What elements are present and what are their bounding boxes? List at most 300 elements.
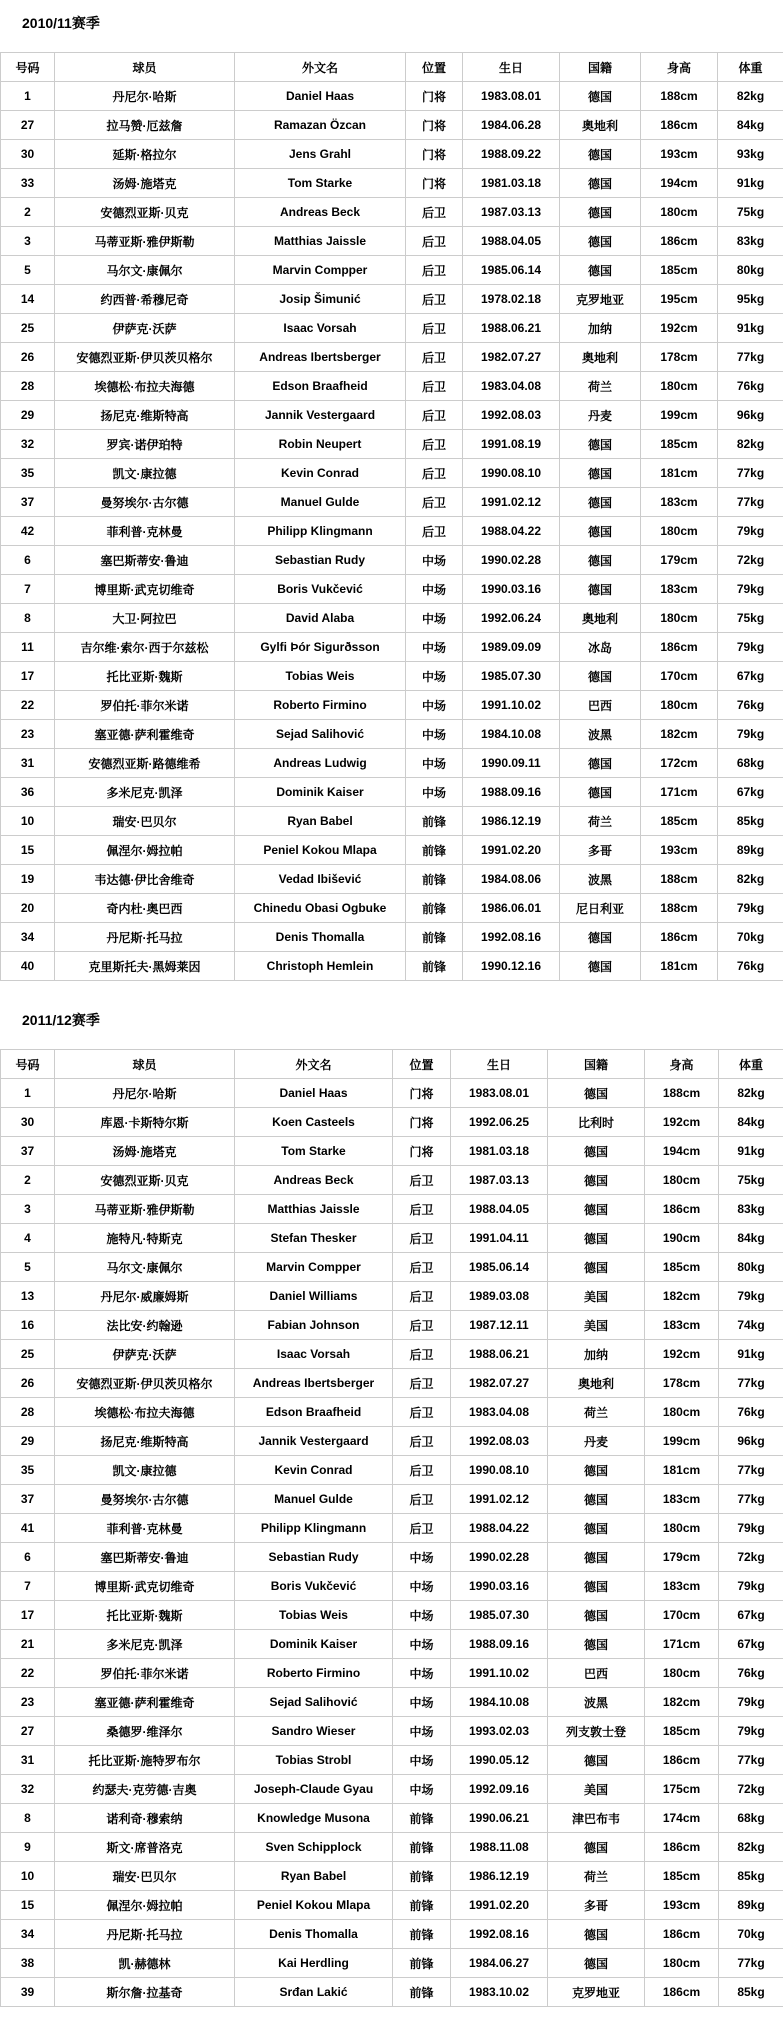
cell-nationality: 津巴布韦 <box>548 1804 645 1833</box>
cell-nationality: 德国 <box>548 1833 645 1862</box>
player-row <box>1 1833 783 1862</box>
cell-number: 15 <box>1 1891 55 1920</box>
cell-height: 179cm <box>641 546 718 575</box>
cell-birthday: 1988.04.05 <box>463 227 560 256</box>
cell-foreign-name: Manuel Gulde <box>235 1485 393 1514</box>
cell-foreign-name: Jannik Vestergaard <box>235 401 406 430</box>
cell-position: 前锋 <box>393 1949 451 1978</box>
cell-nationality: 冰岛 <box>560 633 641 662</box>
cell-foreign-name: Dominik Kaiser <box>235 778 406 807</box>
cell-height: 199cm <box>641 401 718 430</box>
cell-nationality: 德国 <box>548 1949 645 1978</box>
cell-height: 178cm <box>645 1369 719 1398</box>
cell-height: 186cm <box>645 1195 719 1224</box>
column-header-birthday: 生日 <box>463 53 560 82</box>
cell-number: 2 <box>1 1166 55 1195</box>
cell-birthday: 1984.08.06 <box>463 865 560 894</box>
cell-position: 中场 <box>393 1717 451 1746</box>
season-2011-12-title: 2011/12赛季 <box>0 997 783 1049</box>
player-row <box>1 111 783 140</box>
player-row <box>1 1427 783 1456</box>
cell-player-name: 拉马赞·厄兹詹 <box>55 111 235 140</box>
cell-height: 178cm <box>641 343 718 372</box>
cell-position: 后卫 <box>406 343 463 372</box>
cell-nationality: 德国 <box>548 1137 645 1166</box>
column-header-position: 位置 <box>406 53 463 82</box>
cell-nationality: 德国 <box>560 430 641 459</box>
cell-height: 180cm <box>645 1659 719 1688</box>
cell-foreign-name: Chinedu Obasi Ogbuke <box>235 894 406 923</box>
cell-number: 15 <box>1 836 55 865</box>
cell-weight: 70kg <box>718 923 783 952</box>
cell-foreign-name: Stefan Thesker <box>235 1224 393 1253</box>
cell-player-name: 凯文·康拉德 <box>55 1456 235 1485</box>
cell-weight: 79kg <box>718 720 783 749</box>
cell-foreign-name: Ramazan Özcan <box>235 111 406 140</box>
cell-height: 190cm <box>645 1224 719 1253</box>
cell-nationality: 多哥 <box>560 836 641 865</box>
player-row <box>1 1804 783 1833</box>
cell-weight: 67kg <box>719 1601 783 1630</box>
cell-height: 186cm <box>645 1920 719 1949</box>
cell-birthday: 1988.06.21 <box>451 1340 548 1369</box>
cell-weight: 84kg <box>719 1224 783 1253</box>
cell-height: 183cm <box>645 1572 719 1601</box>
cell-nationality: 德国 <box>560 256 641 285</box>
cell-player-name: 塞亚德·萨利霍维奇 <box>55 1688 235 1717</box>
cell-weight: 72kg <box>719 1775 783 1804</box>
cell-player-name: 马尔文·康佩尔 <box>55 256 235 285</box>
cell-height: 186cm <box>641 227 718 256</box>
cell-height: 183cm <box>641 575 718 604</box>
cell-birthday: 1988.06.21 <box>463 314 560 343</box>
cell-foreign-name: Tom Starke <box>235 1137 393 1166</box>
cell-foreign-name: Andreas Beck <box>235 198 406 227</box>
cell-player-name: 曼努埃尔·古尔德 <box>55 1485 235 1514</box>
cell-height: 186cm <box>645 1746 719 1775</box>
cell-number: 1 <box>1 1079 55 1108</box>
cell-weight: 77kg <box>718 343 783 372</box>
cell-height: 188cm <box>641 894 718 923</box>
cell-height: 180cm <box>645 1949 719 1978</box>
cell-player-name: 博里斯·武克切维奇 <box>55 575 235 604</box>
cell-number: 36 <box>1 778 55 807</box>
cell-foreign-name: Kevin Conrad <box>235 1456 393 1485</box>
cell-weight: 68kg <box>718 749 783 778</box>
cell-number: 17 <box>1 662 55 691</box>
cell-player-name: 伊萨克·沃萨 <box>55 314 235 343</box>
player-row <box>1 198 783 227</box>
cell-birthday: 1992.06.24 <box>463 604 560 633</box>
cell-foreign-name: Christoph Hemlein <box>235 952 406 981</box>
cell-position: 后卫 <box>393 1456 451 1485</box>
cell-weight: 96kg <box>718 401 783 430</box>
cell-birthday: 1985.06.14 <box>451 1253 548 1282</box>
cell-position: 前锋 <box>406 952 463 981</box>
cell-number: 35 <box>1 459 55 488</box>
cell-height: 185cm <box>641 256 718 285</box>
cell-height: 186cm <box>641 111 718 140</box>
cell-foreign-name: Tobias Weis <box>235 662 406 691</box>
cell-weight: 84kg <box>718 111 783 140</box>
cell-height: 183cm <box>645 1485 719 1514</box>
cell-foreign-name: Sejad Salihović <box>235 1688 393 1717</box>
cell-birthday: 1991.02.20 <box>463 836 560 865</box>
cell-player-name: 延斯·格拉尔 <box>55 140 235 169</box>
player-row <box>1 662 783 691</box>
cell-birthday: 1983.08.01 <box>451 1079 548 1108</box>
cell-number: 20 <box>1 894 55 923</box>
cell-number: 41 <box>1 1514 55 1543</box>
cell-weight: 82kg <box>719 1833 783 1862</box>
season-2010-11-title: 2010/11赛季 <box>0 0 783 52</box>
cell-position: 中场 <box>406 662 463 691</box>
cell-position: 后卫 <box>406 256 463 285</box>
player-row <box>1 807 783 836</box>
cell-player-name: 多米尼克·凯泽 <box>55 1630 235 1659</box>
cell-number: 14 <box>1 285 55 314</box>
cell-position: 前锋 <box>393 1891 451 1920</box>
cell-birthday: 1990.12.16 <box>463 952 560 981</box>
cell-player-name: 托比亚斯·施特罗布尔 <box>55 1746 235 1775</box>
cell-height: 180cm <box>641 691 718 720</box>
cell-foreign-name: Edson Braafheid <box>235 372 406 401</box>
cell-birthday: 1991.10.02 <box>463 691 560 720</box>
cell-position: 门将 <box>406 169 463 198</box>
cell-player-name: 曼努埃尔·古尔德 <box>55 488 235 517</box>
cell-nationality: 德国 <box>560 952 641 981</box>
cell-player-name: 丹尼尔·哈斯 <box>55 82 235 111</box>
cell-birthday: 1992.08.03 <box>451 1427 548 1456</box>
cell-birthday: 1987.03.13 <box>463 198 560 227</box>
cell-player-name: 库恩·卡斯特尔斯 <box>55 1108 235 1137</box>
cell-player-name: 大卫·阿拉巴 <box>55 604 235 633</box>
cell-birthday: 1988.09.16 <box>451 1630 548 1659</box>
column-header-height: 身高 <box>641 53 718 82</box>
cell-birthday: 1987.12.11 <box>451 1311 548 1340</box>
cell-nationality: 德国 <box>560 662 641 691</box>
cell-weight: 79kg <box>719 1514 783 1543</box>
player-row <box>1 1543 783 1572</box>
cell-nationality: 德国 <box>560 517 641 546</box>
cell-weight: 76kg <box>718 372 783 401</box>
cell-number: 6 <box>1 1543 55 1572</box>
season-2010-11-squad-table <box>0 52 783 981</box>
player-row <box>1 923 783 952</box>
cell-height: 192cm <box>645 1340 719 1369</box>
cell-foreign-name: Ryan Babel <box>235 1862 393 1891</box>
cell-position: 中场 <box>406 749 463 778</box>
cell-number: 16 <box>1 1311 55 1340</box>
cell-birthday: 1983.04.08 <box>463 372 560 401</box>
player-row <box>1 865 783 894</box>
player-row <box>1 691 783 720</box>
cell-number: 32 <box>1 1775 55 1804</box>
cell-player-name: 诺利奇·穆索纳 <box>55 1804 235 1833</box>
cell-foreign-name: Vedad Ibišević <box>235 865 406 894</box>
cell-nationality: 德国 <box>560 749 641 778</box>
cell-foreign-name: Robin Neupert <box>235 430 406 459</box>
cell-height: 172cm <box>641 749 718 778</box>
cell-position: 中场 <box>406 604 463 633</box>
column-header-weight: 体重 <box>719 1050 783 1079</box>
cell-nationality: 德国 <box>560 923 641 952</box>
cell-position: 前锋 <box>393 1920 451 1949</box>
cell-position: 后卫 <box>406 372 463 401</box>
cell-birthday: 1989.03.08 <box>451 1282 548 1311</box>
cell-position: 门将 <box>393 1079 451 1108</box>
cell-foreign-name: Kai Herdling <box>235 1949 393 1978</box>
cell-player-name: 丹尼斯·托马拉 <box>55 923 235 952</box>
cell-foreign-name: Tobias Weis <box>235 1601 393 1630</box>
player-row <box>1 430 783 459</box>
cell-position: 前锋 <box>406 836 463 865</box>
cell-height: 182cm <box>645 1688 719 1717</box>
cell-height: 192cm <box>645 1108 719 1137</box>
cell-birthday: 1986.12.19 <box>463 807 560 836</box>
cell-height: 185cm <box>645 1253 719 1282</box>
cell-weight: 77kg <box>718 488 783 517</box>
cell-number: 8 <box>1 1804 55 1833</box>
cell-height: 186cm <box>641 633 718 662</box>
cell-player-name: 博里斯·武克切维奇 <box>55 1572 235 1601</box>
cell-height: 194cm <box>641 169 718 198</box>
cell-weight: 79kg <box>718 517 783 546</box>
cell-nationality: 德国 <box>548 1456 645 1485</box>
cell-weight: 67kg <box>719 1630 783 1659</box>
cell-weight: 70kg <box>719 1920 783 1949</box>
cell-height: 174cm <box>645 1804 719 1833</box>
cell-position: 门将 <box>406 111 463 140</box>
cell-foreign-name: Gylfi Þór Sigurðsson <box>235 633 406 662</box>
cell-weight: 79kg <box>719 1688 783 1717</box>
cell-birthday: 1978.02.18 <box>463 285 560 314</box>
cell-nationality: 荷兰 <box>560 807 641 836</box>
cell-nationality: 德国 <box>548 1543 645 1572</box>
cell-player-name: 安德烈亚斯·贝克 <box>55 1166 235 1195</box>
cell-position: 后卫 <box>393 1427 451 1456</box>
cell-foreign-name: Denis Thomalla <box>235 1920 393 1949</box>
cell-weight: 72kg <box>718 546 783 575</box>
player-row <box>1 1949 783 1978</box>
cell-nationality: 美国 <box>548 1282 645 1311</box>
cell-birthday: 1983.08.01 <box>463 82 560 111</box>
cell-position: 前锋 <box>393 1833 451 1862</box>
cell-weight: 72kg <box>719 1543 783 1572</box>
cell-nationality: 德国 <box>548 1920 645 1949</box>
cell-height: 179cm <box>645 1543 719 1572</box>
cell-nationality: 荷兰 <box>548 1862 645 1891</box>
cell-player-name: 约西普·希穆尼奇 <box>55 285 235 314</box>
cell-nationality: 德国 <box>560 546 641 575</box>
cell-weight: 75kg <box>719 1166 783 1195</box>
cell-weight: 75kg <box>718 198 783 227</box>
cell-birthday: 1990.03.16 <box>463 575 560 604</box>
cell-weight: 91kg <box>718 169 783 198</box>
cell-birthday: 1992.09.16 <box>451 1775 548 1804</box>
cell-number: 26 <box>1 343 55 372</box>
cell-birthday: 1990.09.11 <box>463 749 560 778</box>
cell-height: 185cm <box>645 1717 719 1746</box>
cell-nationality: 德国 <box>548 1572 645 1601</box>
cell-height: 170cm <box>641 662 718 691</box>
cell-birthday: 1991.10.02 <box>451 1659 548 1688</box>
cell-nationality: 德国 <box>548 1514 645 1543</box>
cell-position: 中场 <box>406 691 463 720</box>
cell-birthday: 1984.10.08 <box>463 720 560 749</box>
cell-player-name: 马尔文·康佩尔 <box>55 1253 235 1282</box>
cell-number: 6 <box>1 546 55 575</box>
player-row <box>1 836 783 865</box>
player-row <box>1 1311 783 1340</box>
cell-birthday: 1983.04.08 <box>451 1398 548 1427</box>
player-row <box>1 1079 783 1108</box>
cell-number: 28 <box>1 1398 55 1427</box>
cell-number: 37 <box>1 1137 55 1166</box>
player-row <box>1 778 783 807</box>
season-2011-12-section <box>0 997 783 2007</box>
cell-player-name: 克里斯托夫·黑姆莱因 <box>55 952 235 981</box>
cell-height: 180cm <box>645 1166 719 1195</box>
cell-birthday: 1982.07.27 <box>463 343 560 372</box>
cell-position: 中场 <box>393 1601 451 1630</box>
player-row <box>1 1398 783 1427</box>
cell-birthday: 1981.03.18 <box>451 1137 548 1166</box>
player-row <box>1 1746 783 1775</box>
cell-nationality: 德国 <box>548 1079 645 1108</box>
cell-nationality: 波黑 <box>560 720 641 749</box>
cell-foreign-name: Andreas Ludwig <box>235 749 406 778</box>
cell-position: 后卫 <box>393 1195 451 1224</box>
column-header-position: 位置 <box>393 1050 451 1079</box>
cell-height: 182cm <box>641 720 718 749</box>
cell-height: 185cm <box>641 807 718 836</box>
cell-height: 185cm <box>645 1862 719 1891</box>
cell-number: 30 <box>1 1108 55 1137</box>
cell-foreign-name: Marvin Compper <box>235 1253 393 1282</box>
header-row <box>1 53 783 82</box>
cell-foreign-name: Jens Grahl <box>235 140 406 169</box>
cell-position: 中场 <box>393 1775 451 1804</box>
cell-height: 182cm <box>645 1282 719 1311</box>
cell-position: 后卫 <box>393 1369 451 1398</box>
cell-birthday: 1984.10.08 <box>451 1688 548 1717</box>
cell-height: 171cm <box>641 778 718 807</box>
cell-foreign-name: Sven Schipplock <box>235 1833 393 1862</box>
cell-nationality: 德国 <box>560 82 641 111</box>
cell-weight: 91kg <box>718 314 783 343</box>
cell-number: 2 <box>1 198 55 227</box>
cell-weight: 77kg <box>719 1485 783 1514</box>
cell-player-name: 约瑟夫·克劳德·吉奥 <box>55 1775 235 1804</box>
cell-position: 前锋 <box>406 923 463 952</box>
column-header-number: 号码 <box>1 1050 55 1079</box>
cell-player-name: 塞巴斯蒂安·鲁迪 <box>55 1543 235 1572</box>
player-row <box>1 1137 783 1166</box>
cell-height: 192cm <box>641 314 718 343</box>
season-2010-11-section <box>0 0 783 981</box>
cell-foreign-name: Boris Vukčević <box>235 575 406 604</box>
cell-birthday: 1985.07.30 <box>463 662 560 691</box>
cell-birthday: 1982.07.27 <box>451 1369 548 1398</box>
cell-number: 27 <box>1 1717 55 1746</box>
cell-nationality: 德国 <box>560 488 641 517</box>
cell-height: 183cm <box>641 488 718 517</box>
cell-nationality: 加纳 <box>548 1340 645 1369</box>
cell-position: 中场 <box>406 546 463 575</box>
cell-nationality: 德国 <box>548 1746 645 1775</box>
cell-birthday: 1990.08.10 <box>451 1456 548 1485</box>
cell-nationality: 比利时 <box>548 1108 645 1137</box>
player-row <box>1 459 783 488</box>
cell-foreign-name: Manuel Gulde <box>235 488 406 517</box>
cell-nationality: 巴西 <box>548 1659 645 1688</box>
cell-nationality: 奥地利 <box>560 604 641 633</box>
cell-nationality: 巴西 <box>560 691 641 720</box>
cell-height: 180cm <box>645 1398 719 1427</box>
cell-position: 后卫 <box>393 1311 451 1340</box>
cell-number: 37 <box>1 1485 55 1514</box>
cell-position: 前锋 <box>406 894 463 923</box>
cell-position: 后卫 <box>406 459 463 488</box>
cell-nationality: 波黑 <box>560 865 641 894</box>
cell-position: 后卫 <box>393 1166 451 1195</box>
cell-birthday: 1990.03.16 <box>451 1572 548 1601</box>
player-row <box>1 285 783 314</box>
cell-nationality: 奥地利 <box>548 1369 645 1398</box>
cell-weight: 79kg <box>718 633 783 662</box>
cell-birthday: 1990.08.10 <box>463 459 560 488</box>
cell-foreign-name: Fabian Johnson <box>235 1311 393 1340</box>
column-header-player-name: 球员 <box>55 53 235 82</box>
cell-player-name: 奇内杜·奥巴西 <box>55 894 235 923</box>
cell-foreign-name: Daniel Williams <box>235 1282 393 1311</box>
cell-weight: 85kg <box>718 807 783 836</box>
cell-nationality: 德国 <box>560 227 641 256</box>
player-row <box>1 1108 783 1137</box>
cell-player-name: 桑德罗·维泽尔 <box>55 1717 235 1746</box>
column-header-weight: 体重 <box>718 53 783 82</box>
cell-number: 34 <box>1 923 55 952</box>
cell-player-name: 罗宾·诺伊珀特 <box>55 430 235 459</box>
cell-player-name: 扬尼克·维斯特高 <box>55 1427 235 1456</box>
cell-foreign-name: Philipp Klingmann <box>235 1514 393 1543</box>
cell-birthday: 1990.05.12 <box>451 1746 548 1775</box>
cell-number: 29 <box>1 1427 55 1456</box>
cell-nationality: 德国 <box>548 1630 645 1659</box>
cell-weight: 67kg <box>718 778 783 807</box>
cell-position: 中场 <box>393 1659 451 1688</box>
cell-player-name: 佩涅尔·姆拉帕 <box>55 1891 235 1920</box>
cell-birthday: 1988.09.16 <box>463 778 560 807</box>
player-row <box>1 1688 783 1717</box>
cell-nationality: 克罗地亚 <box>560 285 641 314</box>
cell-foreign-name: Matthias Jaissle <box>235 227 406 256</box>
cell-number: 10 <box>1 807 55 836</box>
cell-birthday: 1988.11.08 <box>451 1833 548 1862</box>
cell-weight: 77kg <box>719 1369 783 1398</box>
cell-nationality: 荷兰 <box>548 1398 645 1427</box>
cell-height: 183cm <box>645 1311 719 1340</box>
cell-birthday: 1984.06.28 <box>463 111 560 140</box>
player-row <box>1 140 783 169</box>
cell-weight: 77kg <box>719 1949 783 1978</box>
player-row <box>1 1166 783 1195</box>
cell-weight: 77kg <box>718 459 783 488</box>
cell-nationality: 加纳 <box>560 314 641 343</box>
cell-number: 35 <box>1 1456 55 1485</box>
cell-weight: 82kg <box>718 82 783 111</box>
